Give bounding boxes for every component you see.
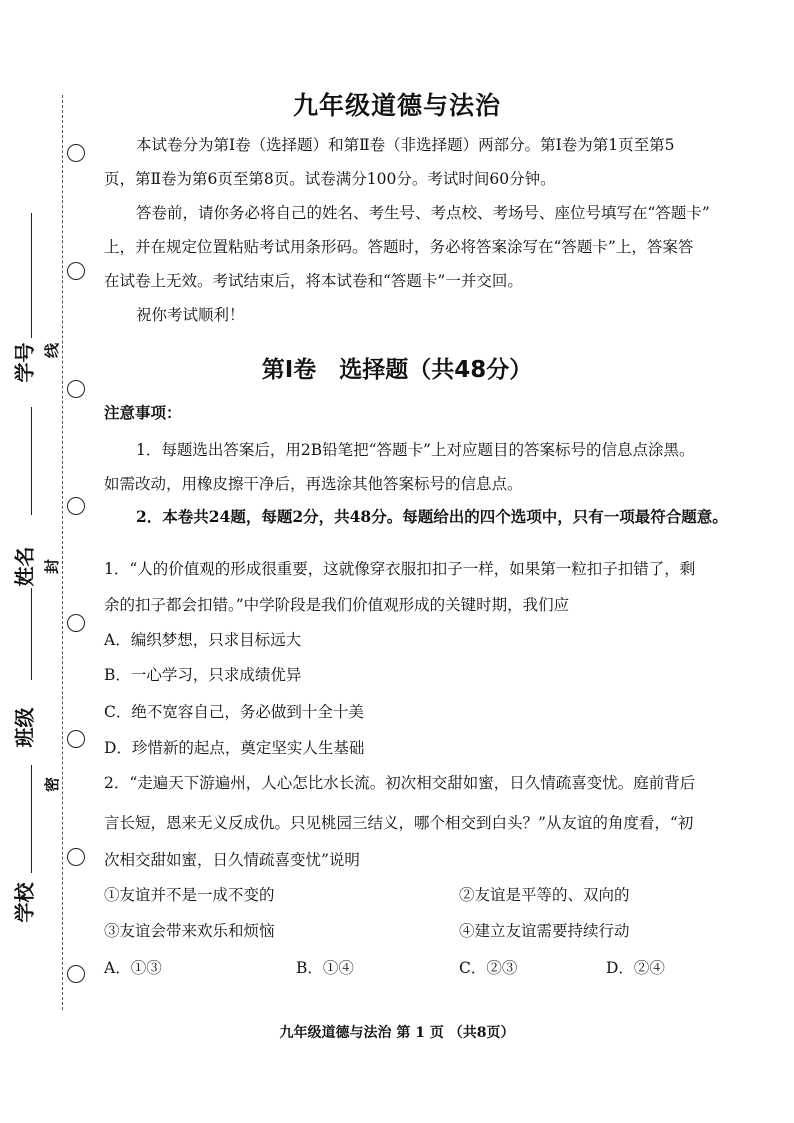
section-title: 第Ⅰ卷 选择题（共48分）: [261, 357, 533, 383]
binding-word-seal: 封: [43, 558, 62, 575]
q2-stem-line-1: 2．“走遍天下游遍州，人心怎比水长流。初次相交甜如蜜，日久情疏喜变忧。庭前背后: [104, 774, 696, 792]
note-1-line-1: 1．每题选出答案后，用2B铅笔把“答题卡”上对应题目的答案标号的信息点涂黑。: [136, 441, 695, 459]
class-label: 班级: [12, 707, 37, 748]
notice-line-3: 在试卷上无效。考试结束后，将本试卷和“答题卡”一并交回。: [104, 272, 523, 290]
q2-statement-4: ④建立友谊需要持续行动: [459, 922, 630, 940]
class-underline: [31, 588, 32, 680]
binding-hole-icon: [67, 965, 85, 983]
notes-heading: 注意事项：: [104, 403, 182, 422]
notice-line-1: 答卷前，请你务必将自己的姓名、考生号、考点校、考场号、座位号填写在“答题卡”: [136, 204, 710, 222]
binding-word-line: 线: [43, 342, 62, 359]
page-footer: 九年级道德与法治 第 1 页 （共8页）: [279, 1025, 515, 1041]
q1-stem-line-2: 余的扣子都会扣错。”中学阶段是我们价值观形成的关键时期，我们应: [104, 596, 570, 614]
school-label: 学校: [12, 882, 37, 923]
q2-choice-d: D．②④: [606, 959, 665, 977]
name-label: 姓名: [12, 546, 37, 587]
binding-hole-icon: [67, 730, 85, 748]
student-id-underline: [31, 213, 32, 338]
note-2: 2．本卷共24题，每题2分，共48分。每题给出的四个选项中，只有一项最符合题意。: [136, 507, 728, 526]
intro-line-2: 页，第Ⅱ卷为第6页至第8页。试卷满分100分。考试时间60分钟。: [104, 170, 556, 188]
q1-option-d: D．珍惜新的起点，奠定坚实人生基础: [104, 739, 365, 757]
note-1-line-2: 如需改动，用橡皮擦干净后，再选涂其他答案标号的信息点。: [104, 475, 523, 493]
binding-hole-icon: [67, 144, 85, 162]
q2-choice-a: A．①③: [104, 959, 162, 977]
binding-word-secret: 密: [43, 776, 62, 793]
q2-statement-3: ③友谊会带来欢乐和烦恼: [104, 922, 275, 940]
notice-line-2: 上，并在规定位置粘贴考试用条形码。答题时，务必将答案涂写在“答题卡”上，答案答: [104, 238, 694, 256]
q2-choice-b: B．①④: [296, 959, 354, 977]
binding-hole-icon: [67, 614, 85, 632]
intro-line-1: 本试卷分为第Ⅰ卷（选择题）和第Ⅱ卷（非选择题）两部分。第Ⅰ卷为第1页至第5: [136, 136, 675, 154]
q2-stem-line-3: 次相交甜如蜜，日久情疏喜变忧”说明: [104, 851, 360, 869]
good-luck-text: 祝你考试顺利！: [136, 306, 245, 324]
binding-hole-icon: [67, 262, 85, 280]
school-underline: [31, 765, 32, 873]
q1-option-a: A．编织梦想，只求目标远大: [104, 631, 302, 649]
q2-statement-1: ①友谊并不是一成不变的: [104, 886, 275, 904]
page-title: 九年级道德与法治: [292, 91, 501, 120]
q2-stem-line-2: 言长短，恩来无义反成仇。只见桃园三结义，哪个相交到白头？”从友谊的角度看，“初: [104, 814, 694, 832]
q1-stem-line-1: 1．“人的价值观的形成很重要，这就像穿衣服扣扣子一样，如果第一粒扣子扣错了，剩: [104, 560, 696, 578]
q1-option-c: C．绝不宽容自己，务必做到十全十美: [104, 703, 364, 721]
q2-choice-c: C．②③: [459, 959, 518, 977]
student-id-label: 学号: [12, 342, 37, 383]
name-underline: [31, 407, 32, 515]
q2-statement-2: ②友谊是平等的、双向的: [459, 886, 630, 904]
binding-dashed-line: [62, 95, 63, 1010]
binding-hole-icon: [67, 848, 85, 866]
binding-hole-icon: [67, 497, 85, 515]
q1-option-b: B．一心学习，只求成绩优异: [104, 666, 302, 684]
